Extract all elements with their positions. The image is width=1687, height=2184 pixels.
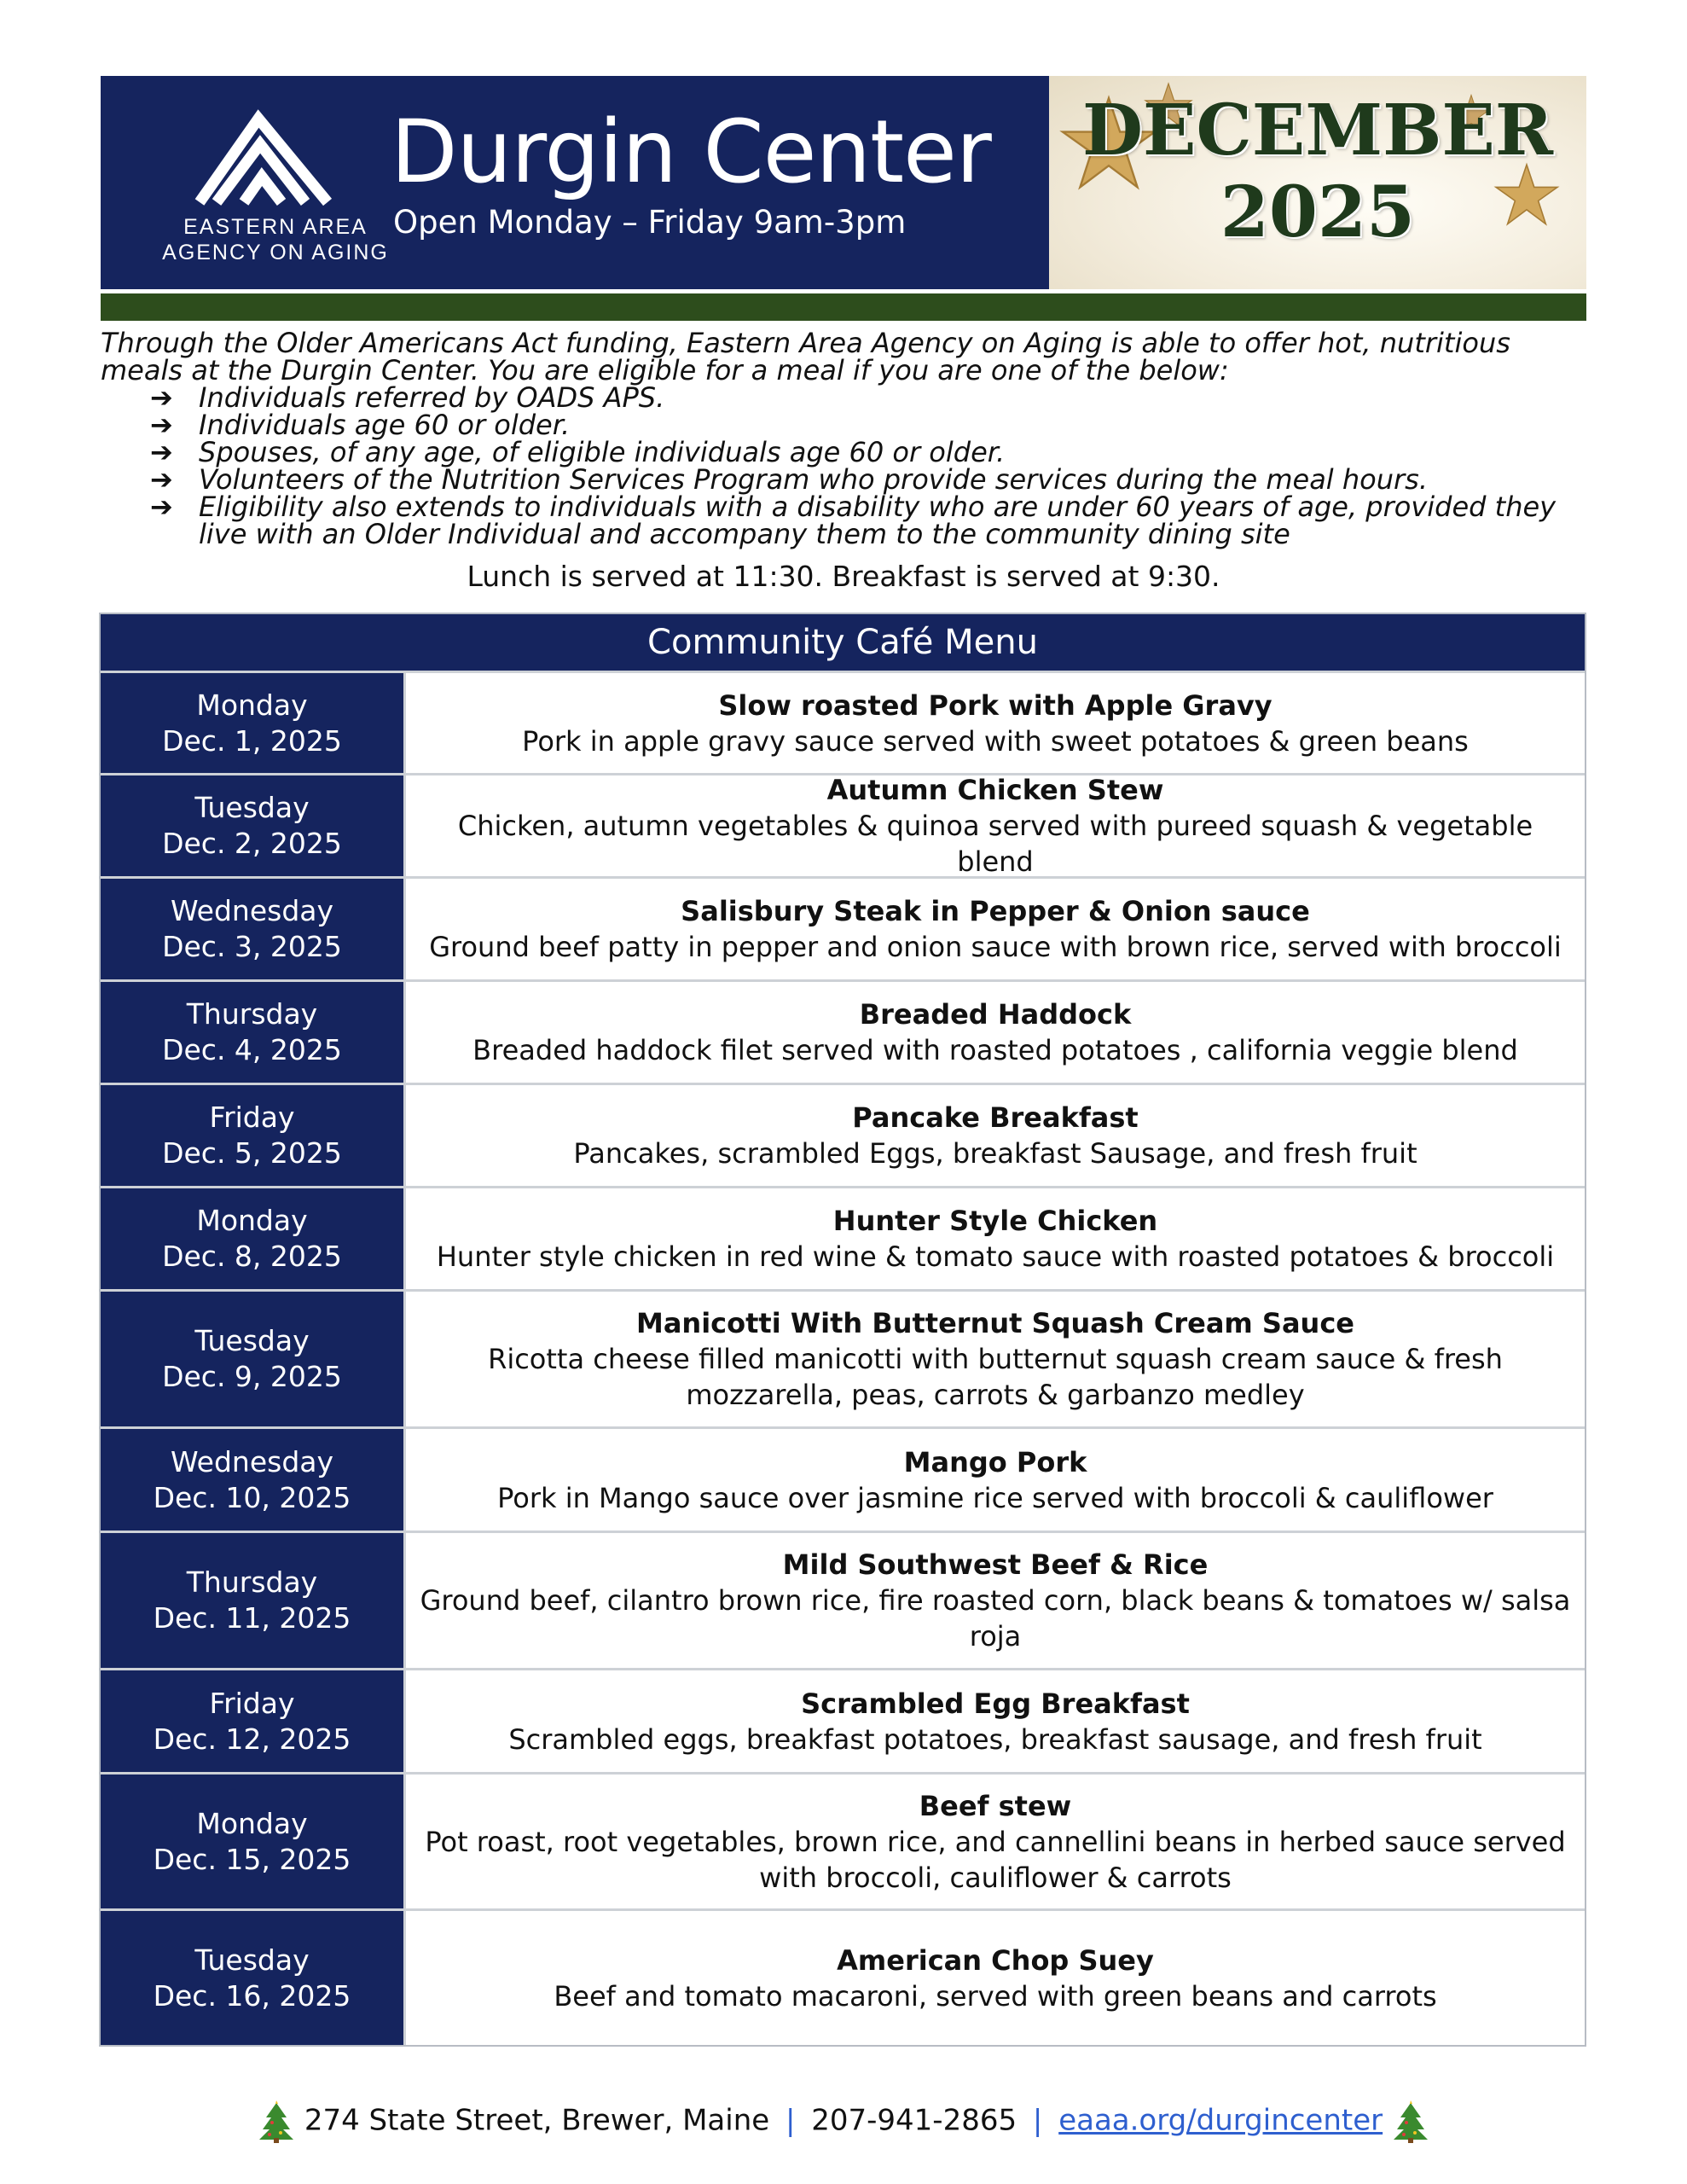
date-cell [101, 1911, 406, 2045]
separator: | [1032, 2103, 1043, 2138]
day-label: Thursday [186, 997, 318, 1031]
meal-name: Pancake Breakfast [852, 1101, 1139, 1134]
table-row [101, 773, 1585, 876]
header-banner [101, 76, 1586, 289]
month-label: DECEMBER [1081, 90, 1554, 171]
meal-cell [406, 1292, 1585, 1426]
list-item [101, 411, 1589, 439]
meal-name: Slow roasted Pork with Apple Gravy [718, 688, 1272, 722]
date-cell [101, 982, 406, 1083]
date-label: Dec. 12, 2025 [153, 1722, 351, 1756]
date-cell [101, 1533, 406, 1668]
list-item-text: Individuals age 60 or older. [199, 409, 571, 441]
day-label: Friday [209, 1686, 295, 1720]
table-row [101, 1289, 1585, 1426]
list-item [101, 436, 1589, 468]
meal-cell [406, 1429, 1585, 1531]
date-label: Dec. 3, 2025 [162, 930, 342, 963]
date-cell [101, 1188, 406, 1289]
date-label: Dec. 11, 2025 [153, 1601, 351, 1635]
footer-contact [0, 2100, 1687, 2143]
table-row [101, 671, 1585, 773]
christmas-tree-icon [258, 2100, 295, 2143]
opening-hours: Open Monday – Friday 9am-3pm [393, 204, 907, 241]
date-label: Dec. 2, 2025 [162, 827, 342, 860]
eligibility-list [101, 381, 1589, 550]
meal-cell [406, 1533, 1585, 1668]
meal-cell [406, 1188, 1585, 1289]
list-item [101, 463, 1589, 496]
phone-number[interactable]: 207-941-2865 [811, 2103, 1017, 2138]
table-row [101, 1426, 1585, 1531]
arrow-icon: ➔ [150, 409, 173, 441]
list-item-text: Volunteers of the Nutrition Services Program who provide services during the meal hours. [199, 463, 1428, 496]
day-label: Wednesday [170, 894, 334, 927]
day-label: Tuesday [194, 791, 310, 824]
date-cell [101, 775, 406, 876]
arrow-icon: ➔ [150, 436, 173, 468]
date-cell [101, 1085, 406, 1186]
intro-text: Through the Older Americans Act funding, Eastern Area Agency on Aging is able to offer hot, nutritious meals at the Durgin Center. You are eligible for a meal if you are one of the below: [101, 327, 1510, 386]
meal-name: American Chop Suey [837, 1943, 1154, 1977]
day-label: Thursday [186, 1565, 318, 1599]
table-row [101, 1186, 1585, 1289]
day-label: Tuesday [194, 1324, 310, 1357]
meal-description: Ricotta cheese filled manicotti with butternut squash cream sauce & fresh mozzarella, peas, carrots & garbanzo medley [488, 1343, 1503, 1411]
table-row [101, 1908, 1585, 2045]
menu-title: Community Café Menu [101, 614, 1585, 671]
day-label: Monday [196, 1204, 308, 1237]
list-item [101, 493, 1589, 548]
meal-description: Pork in Mango sauce over jasmine rice served with broccoli & cauliflower [497, 1481, 1493, 1514]
date-cell [101, 1292, 406, 1426]
christmas-tree-icon [1392, 2100, 1429, 2143]
meal-cell [406, 1911, 1585, 2045]
date-cell [101, 1429, 406, 1531]
date-label: Dec. 15, 2025 [153, 1842, 351, 1876]
header-divider [101, 293, 1586, 321]
table-row [101, 1668, 1585, 1772]
meal-cell [406, 1670, 1585, 1772]
separator: | [785, 2103, 796, 2138]
list-item-text: Spouses, of any age, of eligible individuals age 60 or older. [199, 436, 1006, 468]
meal-cell [406, 1085, 1585, 1186]
day-label: Friday [209, 1101, 295, 1134]
date-label: Dec. 5, 2025 [162, 1136, 342, 1170]
list-item [101, 381, 1589, 414]
org-name-line1: EASTERN AREA [183, 215, 368, 239]
list-item-text: Individuals referred by OADS APS. [199, 381, 665, 414]
meal-name: Mango Pork [903, 1445, 1087, 1478]
meal-description: Ground beef patty in pepper and onion sauce with brown rice, served with broccoli [429, 931, 1562, 963]
meal-name: Scrambled Egg Breakfast [801, 1687, 1190, 1720]
day-label: Monday [196, 688, 308, 722]
meal-description: Pot roast, root vegetables, brown rice, and cannellini beans in herbed sauce served with broccoli, cauliflower & carrots [425, 1825, 1566, 1894]
meal-description: Chicken, autumn vegetables & quinoa served with pureed squash & vegetable blend [457, 810, 1533, 878]
meal-description: Pancakes, scrambled Eggs, breakfast Sausage, and fresh fruit [573, 1137, 1417, 1170]
meal-cell [406, 673, 1585, 773]
date-cell [101, 1670, 406, 1772]
address: 274 State Street, Brewer, Maine [304, 2103, 770, 2138]
meal-name: Salisbury Steak in Pepper & Onion sauce [681, 895, 1310, 927]
table-row [101, 1772, 1585, 1908]
month-banner [1049, 76, 1586, 289]
meal-description: Scrambled eggs, breakfast potatoes, breakfast sausage, and fresh fruit [508, 1722, 1482, 1756]
list-item-text: Eligibility also extends to individuals with a disability who are under 60 years of age, provided they live with an Older Individual and accompany them to the community dining site [199, 491, 1557, 550]
date-label: Dec. 1, 2025 [162, 723, 342, 758]
table-row [101, 979, 1585, 1083]
website-link[interactable]: eaaa.org/durgincenter [1058, 2103, 1383, 2138]
meal-description: Hunter style chicken in red wine & tomato sauce with roasted potatoes & broccoli [436, 1240, 1555, 1273]
meal-cell [406, 879, 1585, 979]
day-label: Wednesday [170, 1444, 334, 1478]
date-cell [101, 879, 406, 979]
arrow-icon: ➔ [150, 381, 173, 414]
date-label: Dec. 4, 2025 [162, 1033, 342, 1066]
header-navy-panel [101, 76, 1049, 289]
arrow-icon: ➔ [150, 463, 173, 496]
date-label: Dec. 8, 2025 [162, 1240, 342, 1273]
date-cell [101, 673, 406, 773]
meal-description: Beef and tomato macaroni, served with green beans and carrots [554, 1979, 1437, 2013]
meal-cell [406, 982, 1585, 1083]
meal-name: Autumn Chicken Stew [826, 774, 1164, 806]
meal-name: Mild Southwest Beef & Rice [782, 1548, 1209, 1581]
table-row [101, 1083, 1585, 1186]
day-label: Tuesday [194, 1943, 310, 1977]
date-cell [101, 1774, 406, 1908]
page-title: Durgin Center [391, 102, 991, 203]
meal-cell [406, 1774, 1585, 1908]
table-row [101, 1531, 1585, 1668]
day-label: Monday [196, 1806, 308, 1840]
year-label: 2025 [1220, 171, 1416, 253]
meal-description: Breaded haddock filet served with roasted potatoes , california veggie blend [472, 1034, 1518, 1066]
meal-name: Beef stew [919, 1789, 1072, 1822]
table-row [101, 876, 1585, 979]
org-name-line2: AGENCY ON AGING [162, 241, 389, 264]
meal-cell [406, 775, 1585, 876]
meal-description: Pork in apple gravy sauce served with sweet potatoes & green beans [522, 724, 1469, 758]
meal-description: Ground beef, cilantro brown rice, fire roasted corn, black beans & tomatoes w/ salsa roja [420, 1584, 1571, 1653]
date-label: Dec. 16, 2025 [153, 1978, 351, 2013]
date-label: Dec. 10, 2025 [153, 1480, 351, 1514]
eligibility-intro [101, 329, 1589, 548]
menu-table [99, 613, 1586, 2047]
serving-times: Lunch is served at 11:30. Breakfast is served at 9:30. [467, 560, 1220, 593]
arrow-icon: ➔ [150, 491, 173, 523]
meal-name: Breaded Haddock [859, 998, 1132, 1031]
date-label: Dec. 9, 2025 [162, 1360, 342, 1393]
meal-name: Manicotti With Butternut Squash Cream Sauce [635, 1307, 1354, 1339]
meal-name: Hunter Style Chicken [832, 1205, 1158, 1237]
